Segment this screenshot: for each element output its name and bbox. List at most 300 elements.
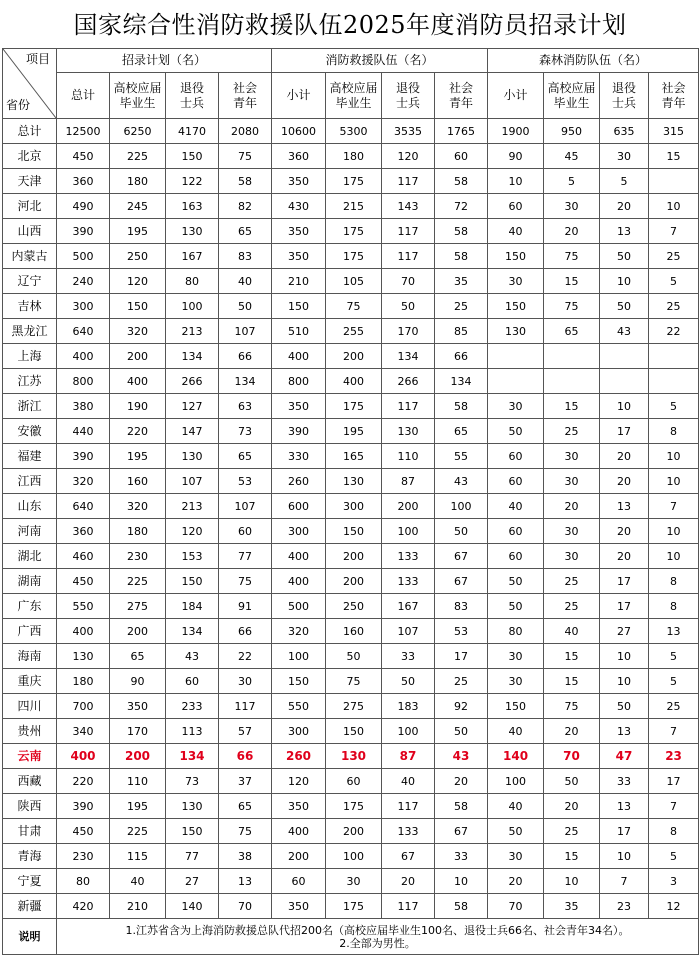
value-cell: 15	[544, 394, 600, 419]
province-cell: 广东	[3, 594, 57, 619]
table-row	[3, 144, 699, 169]
value-cell: 180	[326, 144, 382, 169]
value-cell: 75	[544, 694, 600, 719]
province-cell: 四川	[3, 694, 57, 719]
value-cell: 195	[110, 444, 166, 469]
value-cell: 30	[488, 844, 544, 869]
value-cell: 60	[488, 194, 544, 219]
subheader-cell: 小计	[488, 73, 544, 119]
province-cell: 总计	[3, 119, 57, 144]
value-cell: 200	[326, 344, 382, 369]
value-cell: 12500	[57, 119, 110, 144]
value-cell: 133	[382, 544, 435, 569]
value-cell: 25	[649, 694, 699, 719]
value-cell: 58	[435, 219, 488, 244]
subheader-cell: 高校应届 毕业生	[544, 73, 600, 119]
province-cell: 云南	[3, 744, 57, 769]
value-cell: 500	[272, 594, 326, 619]
value-cell: 40	[488, 794, 544, 819]
value-cell: 8	[649, 819, 699, 844]
value-cell: 40	[488, 219, 544, 244]
value-cell: 225	[110, 569, 166, 594]
value-cell: 134	[382, 344, 435, 369]
value-cell: 58	[435, 794, 488, 819]
value-cell: 225	[110, 819, 166, 844]
value-cell: 40	[544, 619, 600, 644]
value-cell: 130	[326, 744, 382, 769]
value-cell: 117	[382, 394, 435, 419]
value-cell: 20	[600, 519, 649, 544]
value-cell: 143	[382, 194, 435, 219]
value-cell: 5	[649, 269, 699, 294]
value-cell: 200	[110, 744, 166, 769]
value-cell: 320	[110, 319, 166, 344]
note-line: 2.全部为男性。	[339, 936, 416, 950]
value-cell: 37	[219, 769, 272, 794]
value-cell: 85	[435, 319, 488, 344]
value-cell: 65	[435, 419, 488, 444]
value-cell: 33	[382, 644, 435, 669]
notes-text	[57, 919, 699, 955]
value-cell: 7	[649, 494, 699, 519]
province-cell: 贵州	[3, 719, 57, 744]
subheader-cell: 高校应届 毕业生	[326, 73, 382, 119]
province-cell: 广西	[3, 619, 57, 644]
value-cell: 170	[110, 719, 166, 744]
value-cell: 25	[544, 594, 600, 619]
value-cell: 210	[272, 269, 326, 294]
value-cell: 350	[272, 394, 326, 419]
value-cell: 8	[649, 419, 699, 444]
value-cell: 57	[219, 719, 272, 744]
value-cell: 130	[488, 319, 544, 344]
value-cell: 170	[382, 319, 435, 344]
value-cell: 330	[272, 444, 326, 469]
value-cell	[544, 344, 600, 369]
value-cell: 150	[326, 719, 382, 744]
value-cell: 25	[544, 819, 600, 844]
value-cell: 150	[488, 694, 544, 719]
value-cell: 250	[110, 244, 166, 269]
value-cell: 17	[600, 569, 649, 594]
value-cell: 600	[272, 494, 326, 519]
corner-header-cell	[3, 49, 57, 119]
value-cell: 65	[219, 444, 272, 469]
value-cell: 60	[488, 519, 544, 544]
value-cell: 130	[166, 444, 219, 469]
value-cell: 13	[649, 619, 699, 644]
value-cell: 20	[600, 444, 649, 469]
value-cell: 70	[219, 894, 272, 919]
value-cell: 400	[326, 369, 382, 394]
value-cell: 60	[272, 869, 326, 894]
value-cell: 58	[435, 244, 488, 269]
value-cell: 27	[600, 619, 649, 644]
value-cell: 10	[544, 869, 600, 894]
value-cell: 390	[57, 219, 110, 244]
value-cell: 175	[326, 169, 382, 194]
value-cell: 380	[57, 394, 110, 419]
value-cell: 420	[57, 894, 110, 919]
value-cell: 50	[488, 819, 544, 844]
value-cell: 213	[166, 319, 219, 344]
value-cell: 75	[326, 669, 382, 694]
value-cell: 58	[435, 169, 488, 194]
table-row	[3, 269, 699, 294]
province-cell: 吉林	[3, 294, 57, 319]
value-cell: 450	[57, 819, 110, 844]
province-cell: 上海	[3, 344, 57, 369]
province-cell: 河北	[3, 194, 57, 219]
group-header-fire-rescue: 消防救援队伍（名）	[272, 49, 488, 73]
value-cell: 266	[382, 369, 435, 394]
table-row	[3, 169, 699, 194]
value-cell: 27	[166, 869, 219, 894]
value-cell: 60	[326, 769, 382, 794]
value-cell: 400	[57, 744, 110, 769]
value-cell: 17	[600, 419, 649, 444]
table-row	[3, 294, 699, 319]
value-cell: 400	[272, 344, 326, 369]
value-cell: 40	[219, 269, 272, 294]
value-cell: 150	[166, 569, 219, 594]
value-cell: 350	[272, 894, 326, 919]
value-cell: 50	[488, 569, 544, 594]
value-cell: 165	[326, 444, 382, 469]
value-cell: 500	[57, 244, 110, 269]
value-cell: 13	[600, 219, 649, 244]
value-cell: 130	[382, 419, 435, 444]
value-cell: 50	[435, 519, 488, 544]
value-cell: 50	[488, 419, 544, 444]
province-cell: 山西	[3, 219, 57, 244]
value-cell: 213	[166, 494, 219, 519]
value-cell: 240	[57, 269, 110, 294]
value-cell: 13	[219, 869, 272, 894]
subheader-cell: 社会 青年	[435, 73, 488, 119]
value-cell: 47	[600, 744, 649, 769]
value-cell: 550	[272, 694, 326, 719]
value-cell: 75	[326, 294, 382, 319]
province-cell: 湖南	[3, 569, 57, 594]
table-row	[3, 419, 699, 444]
value-cell: 100	[435, 494, 488, 519]
value-cell: 50	[600, 244, 649, 269]
value-cell: 10	[649, 194, 699, 219]
value-cell: 140	[488, 744, 544, 769]
table-row	[3, 519, 699, 544]
value-cell: 30	[544, 194, 600, 219]
table-row	[3, 894, 699, 919]
value-cell: 6250	[110, 119, 166, 144]
value-cell: 23	[600, 894, 649, 919]
value-cell: 275	[326, 694, 382, 719]
value-cell: 150	[488, 294, 544, 319]
value-cell: 25	[544, 419, 600, 444]
table-row	[3, 619, 699, 644]
value-cell: 800	[57, 369, 110, 394]
table-row	[3, 644, 699, 669]
value-cell: 195	[110, 219, 166, 244]
notes-row	[3, 919, 699, 955]
value-cell	[649, 169, 699, 194]
province-cell: 西藏	[3, 769, 57, 794]
value-cell: 67	[382, 844, 435, 869]
table-row	[3, 594, 699, 619]
value-cell: 30	[544, 444, 600, 469]
value-cell: 53	[219, 469, 272, 494]
value-cell: 67	[435, 544, 488, 569]
value-cell: 77	[219, 544, 272, 569]
value-cell: 200	[326, 819, 382, 844]
page-title: 国家综合性消防救援队伍2025年度消防员招录计划	[73, 11, 627, 39]
value-cell: 225	[110, 144, 166, 169]
value-cell: 8	[649, 569, 699, 594]
value-cell: 50	[600, 694, 649, 719]
table-row	[3, 244, 699, 269]
value-cell: 300	[272, 719, 326, 744]
value-cell: 117	[382, 219, 435, 244]
table-row	[3, 769, 699, 794]
value-cell: 90	[110, 669, 166, 694]
value-cell: 635	[600, 119, 649, 144]
value-cell: 10	[649, 469, 699, 494]
value-cell: 5	[649, 644, 699, 669]
value-cell: 120	[382, 144, 435, 169]
value-cell: 117	[382, 794, 435, 819]
value-cell: 100	[382, 719, 435, 744]
value-cell: 66	[219, 744, 272, 769]
value-cell: 40	[488, 494, 544, 519]
province-cell: 浙江	[3, 394, 57, 419]
value-cell: 7	[649, 219, 699, 244]
value-cell: 400	[57, 344, 110, 369]
value-cell: 175	[326, 794, 382, 819]
value-cell: 390	[57, 794, 110, 819]
value-cell: 20	[544, 794, 600, 819]
value-cell: 20	[382, 869, 435, 894]
value-cell: 800	[272, 369, 326, 394]
value-cell: 80	[488, 619, 544, 644]
value-cell: 100	[326, 844, 382, 869]
value-cell: 4170	[166, 119, 219, 144]
value-cell: 65	[219, 794, 272, 819]
value-cell: 250	[326, 594, 382, 619]
value-cell: 133	[382, 569, 435, 594]
value-cell: 450	[57, 569, 110, 594]
value-cell: 58	[435, 894, 488, 919]
value-cell: 160	[326, 619, 382, 644]
value-cell: 60	[488, 469, 544, 494]
value-cell: 66	[219, 619, 272, 644]
value-cell: 7	[649, 719, 699, 744]
province-cell: 甘肃	[3, 819, 57, 844]
subheader-cell: 社会 青年	[219, 73, 272, 119]
value-cell: 25	[544, 569, 600, 594]
value-cell: 360	[272, 144, 326, 169]
value-cell: 150	[488, 244, 544, 269]
value-cell: 180	[110, 169, 166, 194]
value-cell: 20	[488, 869, 544, 894]
value-cell: 150	[110, 294, 166, 319]
province-cell: 内蒙古	[3, 244, 57, 269]
value-cell: 117	[382, 169, 435, 194]
value-cell: 17	[600, 819, 649, 844]
table-row	[3, 819, 699, 844]
value-cell: 640	[57, 494, 110, 519]
value-cell: 105	[326, 269, 382, 294]
value-cell: 20	[600, 469, 649, 494]
value-cell: 30	[488, 644, 544, 669]
value-cell: 25	[435, 669, 488, 694]
value-cell: 80	[166, 269, 219, 294]
value-cell: 65	[544, 319, 600, 344]
value-cell: 5300	[326, 119, 382, 144]
value-cell: 35	[544, 894, 600, 919]
value-cell: 260	[272, 744, 326, 769]
value-cell: 130	[166, 219, 219, 244]
value-cell: 700	[57, 694, 110, 719]
value-cell: 400	[272, 569, 326, 594]
value-cell: 350	[272, 219, 326, 244]
province-cell: 安徽	[3, 419, 57, 444]
province-cell: 新疆	[3, 894, 57, 919]
value-cell: 15	[544, 669, 600, 694]
value-cell: 130	[57, 644, 110, 669]
value-cell: 15	[649, 144, 699, 169]
value-cell: 300	[57, 294, 110, 319]
province-cell: 宁夏	[3, 869, 57, 894]
value-cell	[649, 344, 699, 369]
value-cell: 180	[110, 519, 166, 544]
value-cell: 90	[488, 144, 544, 169]
value-cell: 70	[544, 744, 600, 769]
value-cell: 58	[219, 169, 272, 194]
value-cell: 255	[326, 319, 382, 344]
value-cell: 134	[166, 619, 219, 644]
value-cell: 50	[600, 294, 649, 319]
value-cell: 58	[435, 394, 488, 419]
notes-label: 说明	[3, 919, 57, 955]
table-row	[3, 794, 699, 819]
value-cell	[600, 369, 649, 394]
value-cell: 5	[649, 844, 699, 869]
value-cell: 43	[600, 319, 649, 344]
value-cell: 134	[219, 369, 272, 394]
value-cell: 30	[326, 869, 382, 894]
value-cell: 175	[326, 394, 382, 419]
value-cell: 320	[272, 619, 326, 644]
table-row	[3, 344, 699, 369]
value-cell: 40	[382, 769, 435, 794]
value-cell: 5	[600, 169, 649, 194]
value-cell: 510	[272, 319, 326, 344]
table-row	[3, 494, 699, 519]
value-cell: 10600	[272, 119, 326, 144]
value-cell: 200	[382, 494, 435, 519]
table-row	[3, 719, 699, 744]
value-cell: 10	[600, 394, 649, 419]
value-cell: 40	[110, 869, 166, 894]
value-cell: 10	[600, 644, 649, 669]
value-cell: 10	[435, 869, 488, 894]
value-cell: 195	[110, 794, 166, 819]
value-cell: 300	[272, 519, 326, 544]
value-cell: 153	[166, 544, 219, 569]
value-cell: 350	[110, 694, 166, 719]
value-cell	[544, 369, 600, 394]
value-cell: 175	[326, 894, 382, 919]
value-cell: 65	[110, 644, 166, 669]
value-cell: 150	[166, 819, 219, 844]
value-cell: 30	[488, 669, 544, 694]
value-cell: 30	[544, 469, 600, 494]
value-cell: 87	[382, 744, 435, 769]
value-cell: 17	[649, 769, 699, 794]
value-cell: 30	[488, 394, 544, 419]
value-cell: 183	[382, 694, 435, 719]
value-cell: 82	[219, 194, 272, 219]
province-cell: 辽宁	[3, 269, 57, 294]
province-cell: 青海	[3, 844, 57, 869]
value-cell: 100	[488, 769, 544, 794]
corner-row-label: 省份	[6, 98, 31, 112]
value-cell: 300	[326, 494, 382, 519]
value-cell: 13	[600, 719, 649, 744]
value-cell: 20	[544, 719, 600, 744]
value-cell: 140	[166, 894, 219, 919]
value-cell: 5	[649, 669, 699, 694]
value-cell: 245	[110, 194, 166, 219]
group-header-forest-fire: 森林消防队伍（名）	[488, 49, 699, 73]
value-cell: 75	[219, 144, 272, 169]
table-row	[3, 119, 699, 144]
value-cell: 75	[544, 244, 600, 269]
table-row	[3, 669, 699, 694]
value-cell: 7	[649, 794, 699, 819]
table-row	[3, 694, 699, 719]
value-cell: 20	[435, 769, 488, 794]
value-cell: 30	[600, 144, 649, 169]
table-row	[3, 219, 699, 244]
value-cell: 10	[649, 444, 699, 469]
value-cell: 43	[435, 744, 488, 769]
value-cell: 43	[435, 469, 488, 494]
value-cell: 120	[166, 519, 219, 544]
value-cell: 100	[272, 644, 326, 669]
value-cell: 180	[57, 669, 110, 694]
value-cell: 3535	[382, 119, 435, 144]
value-cell: 200	[326, 544, 382, 569]
value-cell: 107	[219, 494, 272, 519]
value-cell: 400	[57, 619, 110, 644]
subheader-cell: 退役 士兵	[166, 73, 219, 119]
value-cell: 340	[57, 719, 110, 744]
value-cell: 5	[544, 169, 600, 194]
note-line: 1.江苏省含为上海消防救援总队代招200名（高校应届毕业生100名、退役士兵66名、社会青年34名）。	[125, 923, 630, 937]
value-cell: 73	[219, 419, 272, 444]
value-cell: 5	[649, 394, 699, 419]
value-cell: 350	[272, 169, 326, 194]
value-cell: 320	[57, 469, 110, 494]
province-cell: 海南	[3, 644, 57, 669]
value-cell: 60	[488, 544, 544, 569]
province-cell: 山东	[3, 494, 57, 519]
value-cell: 640	[57, 319, 110, 344]
table-row	[3, 844, 699, 869]
value-cell: 184	[166, 594, 219, 619]
table-row	[3, 544, 699, 569]
